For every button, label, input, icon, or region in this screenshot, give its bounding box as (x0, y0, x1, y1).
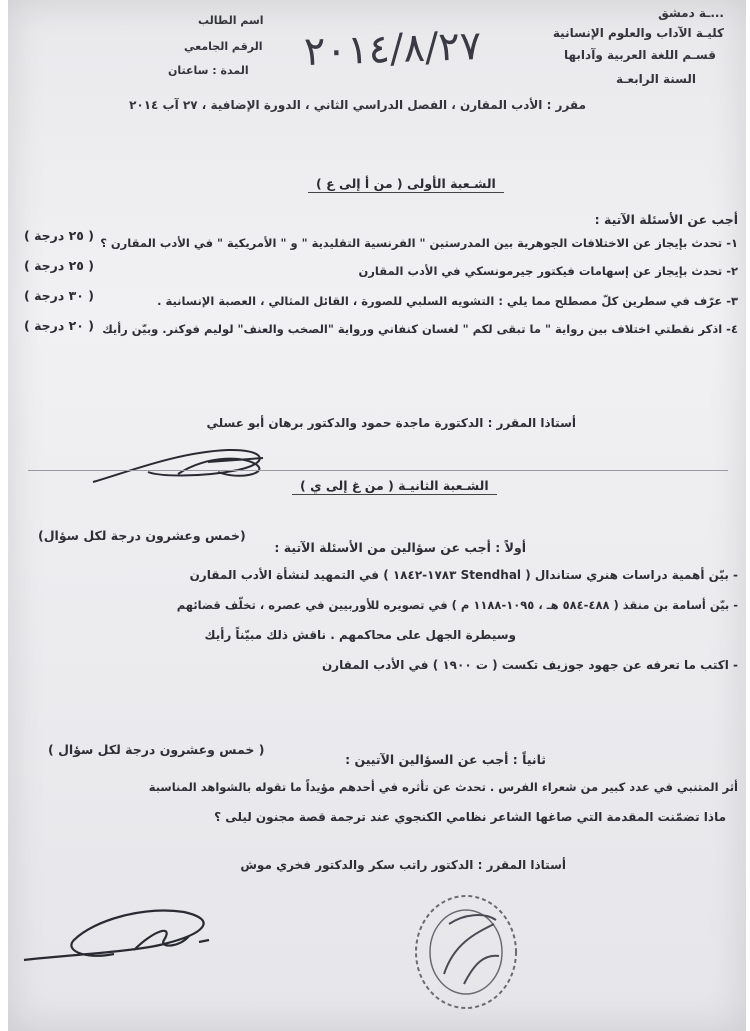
signature-section2 (14, 890, 234, 980)
section1-grade-3: ( ٣٠ درجة ) (24, 288, 94, 303)
exam-paper (8, 0, 746, 1031)
handwritten-date: ٢٠١٤/٨/٢٧ (303, 22, 483, 76)
section-divider (28, 470, 728, 471)
section2-part2-heading: ثانياً : أجب عن السؤالين الآتيين : (345, 752, 546, 767)
section1-question-1: ١- تحدث بإيجاز عن الاختلافات الجوهرية بين المدرستين " الفرنسية التقليدية " و " الأمريكية " في الأدب المقارن ؟ (100, 236, 738, 250)
university-line: ...ـة دمشق (658, 6, 724, 20)
year-label: السنة الرابعـة (615, 72, 696, 86)
duration-label: المدة : ساعتان (168, 64, 249, 77)
section2-part1-item-3: - اكتب ما تعرفه عن جهود جوزيف تكست ( ت ١٩٠٠ ) في الأدب المقارن (321, 658, 738, 672)
section2-part2-item-2: ماذا تضمّنت المقدمة التي صاغها الشاعر نظامي الكنجوي عند ترجمة قصة مجنون ليلى ؟ (214, 810, 726, 824)
section2-part1-points: (خمس وعشرون درجة لكل سؤال) (38, 528, 246, 543)
faculty-name: كليـة الآداب والعلوم الإنسانية (552, 26, 724, 40)
section1-grade-4: ( ٢٠ درجة ) (24, 318, 94, 333)
section2-part1-item-2: - بيّن أسامة بن منقذ ( ٤٨٨-٥٨٤ هـ ، ١٠٩٥-١١٨٨ م ) في تصويره للأوربيين في عصره ، تخلّف قضائهم (176, 598, 738, 612)
department-name: قسـم اللغة العربية وآدابها (564, 48, 716, 62)
section1-professors: أستاذا المقرر : الدكتورة ماجدة حمود والدكتور برهان أبو عسلي (206, 416, 576, 430)
signature-section1 (88, 432, 288, 492)
student-name-label: اسم الطالب (198, 14, 264, 27)
student-id-label: الرقم الجامعي (184, 40, 263, 53)
exam-info-line: مقرر : الأدب المقارن ، الفصل الدراسي الثاني ، الدورة الإضافية ، ٢٧ آب ٢٠١٤ (129, 98, 586, 112)
section2-part1-heading: أولاً : أجب عن سؤالين من الأسئلة الآتية : (274, 540, 526, 555)
section1-question-3: ٣- عرّف في سطرين كلّ مصطلح مما يلي : التشويه السلبي للصورة ، القائل المثالي ، العصبة الإنسانية . (157, 294, 738, 308)
section1-question-4: ٤- اذكر نقطتي اختلاف بين رواية " ما تبقى لكم " لغسان كنفاني ورواية "الصخب والعنف" لوليم فوكنر. وبيّن رأيك (102, 322, 738, 336)
section2-part1-item-1: - بيّن أهمية دراسات هنري ستاندال ( Stendhal ١٧٨٣-١٨٤٢ ) في التمهيد لنشأة الأدب المقارن (189, 568, 738, 582)
section2-part2-item-1: أثر المتنبي في عدد كبير من شعراء الفرس . تحدث عن تأثره في أحدهم مؤيداً ما تقوله بالشواهد المناسبة (148, 780, 738, 794)
section1-title: الشـعبة الأولى ( من أ إلى ع ) (308, 176, 504, 193)
section2-title: الشـعبة الثانيـة ( من غ إلى ي ) (292, 478, 497, 495)
section2-part2-points: ( خمس وعشرون درجة لكل سؤال ) (48, 742, 265, 757)
section2-part1-item-2-cont: وسيطرة الجهل على محاكمهم . ناقش ذلك مبيّناً رأيك (204, 628, 516, 642)
official-stamp (404, 884, 534, 1024)
section1-instruction: أجب عن الأسئلة الآتية : (594, 212, 738, 227)
section1-grade-1: ( ٢٥ درجة ) (24, 228, 94, 243)
section2-professors: أستاذا المقرر : الدكتور راتب سكر والدكتور فخري موش (240, 858, 566, 872)
section1-question-2: ٢- تحدث بإيجاز عن إسهامات فيكتور جيرمونسكي في الأدب المقارن (358, 264, 738, 278)
section1-grade-2: ( ٢٥ درجة ) (24, 258, 94, 273)
